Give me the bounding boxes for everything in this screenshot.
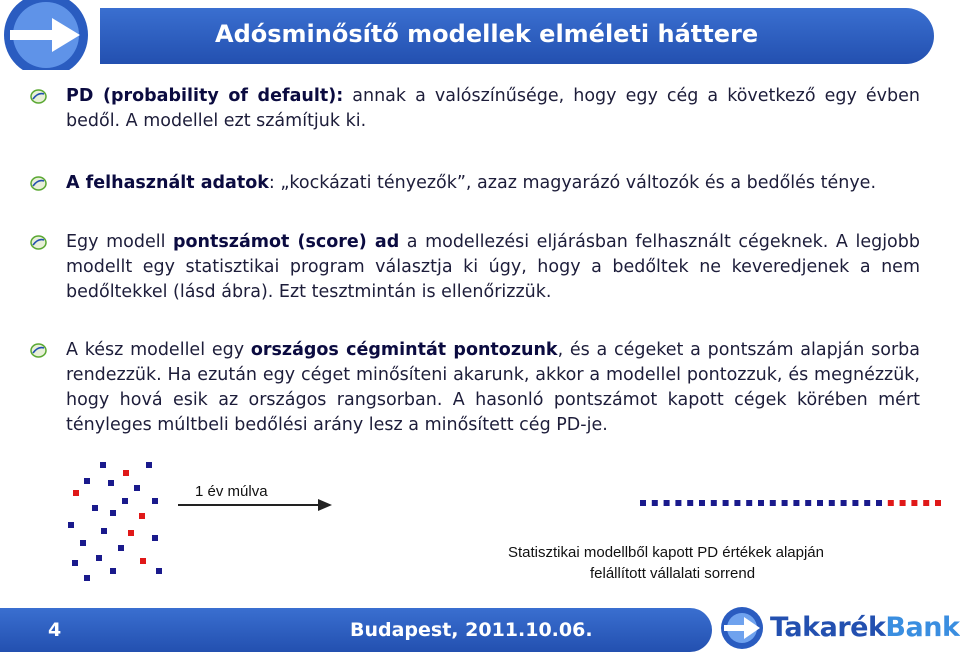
bullet-icon <box>30 343 47 358</box>
firm-dot <box>84 478 90 484</box>
firm-dot <box>128 530 134 536</box>
firm-dot <box>96 555 102 561</box>
ranked-firm-dot <box>711 500 717 506</box>
footer-date: Budapest, 2011.10.06. <box>350 619 593 641</box>
ranked-firm-dot <box>770 500 776 506</box>
firm-dot <box>68 522 74 528</box>
ranked-firm-dot <box>805 500 811 506</box>
firm-dot <box>110 510 116 516</box>
brand-name: TakarékBank <box>770 612 960 643</box>
ranked-firm-dot <box>935 500 941 506</box>
ranked-firm-dot <box>817 500 823 506</box>
firm-dot <box>101 528 107 534</box>
arrow-logo-icon <box>0 0 102 70</box>
classification-illustration <box>0 440 960 600</box>
ranked-firm-dot <box>900 500 906 506</box>
bullet-icon <box>30 176 47 191</box>
ranked-firm-dot <box>829 500 835 506</box>
firm-dot <box>118 545 124 551</box>
ranked-firm-dot <box>687 500 693 506</box>
ranked-firm-dot <box>888 500 894 506</box>
ranked-firm-dot <box>640 500 646 506</box>
firm-dot <box>108 480 114 486</box>
firm-dot <box>110 568 116 574</box>
ranked-firm-dot <box>864 500 870 506</box>
ranked-firm-dot <box>782 500 788 506</box>
bullet-list <box>30 84 920 438</box>
firm-dot <box>156 568 162 574</box>
ranked-firm-dot <box>723 500 729 506</box>
time-arrow <box>178 499 332 511</box>
bullet-text: A kész modellel egy országos cégmintát pontozunk, és a cégeket a pontszám alapján sorba rendezzük. Ha ezután egy céget minősíteni akarunk, akkor a modellel pontozzuk, és megnézzük, hogy hová esik az országos rangsorban. A hasonló pontszámot kapott cégek körében mért tényleges múltbeli bedőlési arány lesz a minősített cég PD-je. <box>66 340 920 435</box>
bullet-text: Egy modell pontszámot (score) ad a modellezési eljárásban felhasznált cégeknek. A legjobb modellt egy statisztikai program választja ki úgy, hogy a bedőltek ne keveredjenek a nem bedőltekkel (lásd ábra). Ezt tesztmintán is ellenőrizzük. <box>66 232 920 302</box>
firm-dot <box>134 485 140 491</box>
firm-dot <box>123 470 129 476</box>
ranked-firm-dot <box>793 500 799 506</box>
ranked-firm-dot <box>758 500 764 506</box>
bullet-item <box>30 338 920 438</box>
firm-dot <box>92 505 98 511</box>
bullet-item <box>30 230 920 305</box>
firm-dot <box>72 560 78 566</box>
bullet-icon <box>30 235 47 250</box>
bullet-item <box>30 84 920 134</box>
ranked-firm-dot <box>841 500 847 506</box>
ranked-firm-dot <box>675 500 681 506</box>
firm-dot <box>152 535 158 541</box>
arrow-label: 1 év múlva <box>195 483 268 500</box>
ranked-firm-dot <box>699 500 705 506</box>
firm-dot <box>152 498 158 504</box>
bullet-text: A felhasznált adatok: „kockázati tényezők”, azaz magyarázó változók és a bedőlés ténye. <box>66 173 877 193</box>
illustration-caption-line1: Statisztikai modellből kapott PD értékek alapján <box>508 544 824 561</box>
ranked-firm-dot <box>652 500 658 506</box>
page-number: 4 <box>48 619 62 641</box>
ranked-firm-dot <box>852 500 858 506</box>
ranked-firm-dot <box>876 500 882 506</box>
firm-dot <box>140 558 146 564</box>
firm-dot <box>84 575 90 581</box>
bullet-item <box>30 171 920 196</box>
ranked-firm-dot <box>746 500 752 506</box>
slide-header <box>0 0 960 70</box>
ranked-firm-dot <box>911 500 917 506</box>
page-title: Adósminősítő modellek elméleti háttere <box>215 20 759 48</box>
ranked-firm-dot <box>923 500 929 506</box>
illustration-caption-line2: felállított vállalati sorrend <box>590 565 756 582</box>
bullet-icon <box>30 89 47 104</box>
ranked-firm-dot <box>664 500 670 506</box>
firm-dot <box>146 462 152 468</box>
ranked-firms-row <box>640 500 941 506</box>
firm-dot <box>73 490 79 496</box>
bullet-text: PD (probability of default): annak a valószínűsége, hogy egy cég a következő egy évben bedől. A modellel ezt számítjuk ki. <box>66 86 920 131</box>
firm-dot <box>80 540 86 546</box>
firm-dot <box>139 513 145 519</box>
scattered-firms <box>68 462 162 581</box>
ranked-firm-dot <box>734 500 740 506</box>
firm-dot <box>100 462 106 468</box>
firm-dot <box>122 498 128 504</box>
